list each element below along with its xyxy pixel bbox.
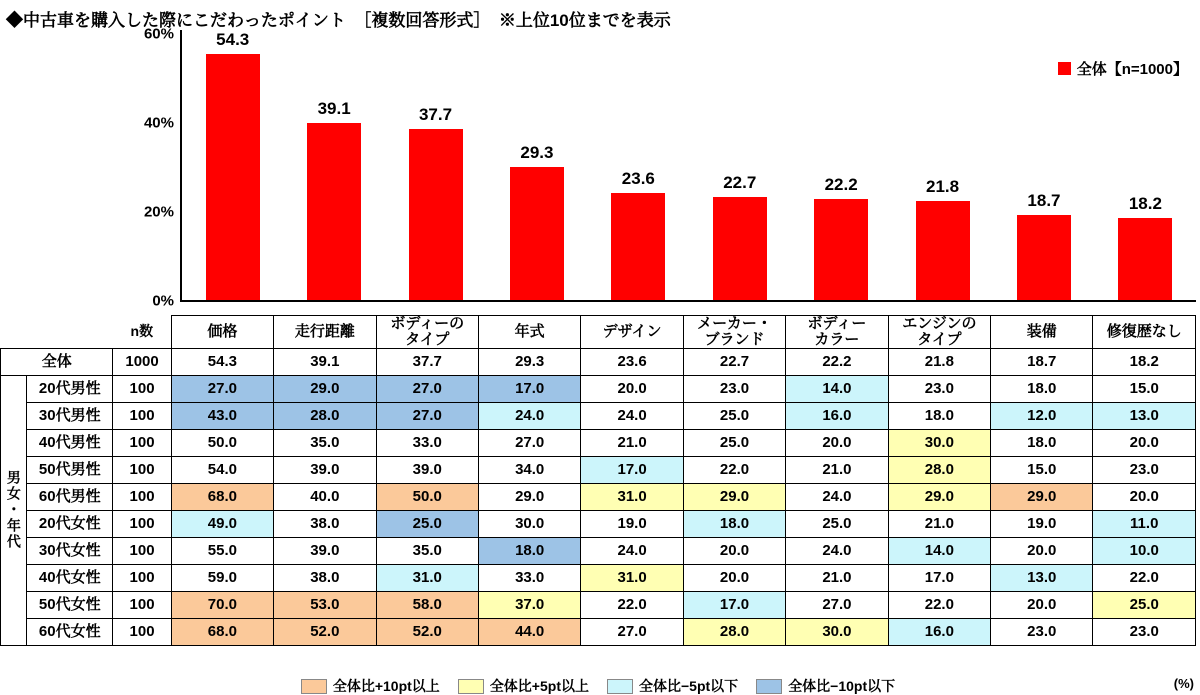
table-cell: 33.0 [478, 564, 580, 591]
table-cell: 29.0 [478, 483, 580, 510]
header-cell: 装備 [991, 316, 1093, 349]
table-cell: 22.7 [683, 348, 785, 375]
table-cell: 20.0 [683, 564, 785, 591]
table-cell: 31.0 [581, 483, 683, 510]
table-cell: 25.0 [683, 429, 785, 456]
table-cell: 20.0 [1093, 483, 1196, 510]
footer-legend-label: 全体比−5pt以下 [639, 678, 739, 694]
table-cell: 55.0 [171, 537, 273, 564]
table-cell: 28.0 [274, 402, 376, 429]
table-cell: 52.0 [376, 618, 478, 645]
page-title: ◆中古車を購入した際にこだわったポイント ［複数回答形式］ ※上位10位までを表示 [6, 11, 671, 30]
bar [1118, 218, 1172, 301]
header-n: n数 [113, 316, 171, 349]
table-cell: 58.0 [376, 591, 478, 618]
bar-column [385, 30, 486, 300]
table-cell: 25.0 [376, 510, 478, 537]
table-cell: 28.0 [888, 456, 990, 483]
y-tick-0: 0% [152, 292, 174, 310]
bar [1017, 215, 1071, 300]
table-cell: 29.0 [683, 483, 785, 510]
table-cell: 21.0 [786, 456, 888, 483]
table-cell: 37.0 [478, 591, 580, 618]
table-cell: 23.6 [581, 348, 683, 375]
bar-value-label: 29.3 [520, 143, 554, 163]
table-cell: 22.0 [581, 591, 683, 618]
table-cell: 18.0 [478, 537, 580, 564]
table-cell: 21.8 [888, 348, 990, 375]
table-cell: 40.0 [274, 483, 376, 510]
table-cell: 13.0 [991, 564, 1093, 591]
bar-chart [0, 25, 1200, 315]
bar-series [182, 30, 1196, 300]
table-cell: 27.0 [786, 591, 888, 618]
table-row [1, 375, 1196, 402]
table-row [1, 564, 1196, 591]
footer-legend-swatch-icon [756, 679, 782, 694]
table-cell: 50.0 [171, 429, 273, 456]
table-cell: 44.0 [478, 618, 580, 645]
table-row [1, 402, 1196, 429]
header-cell: エンジンの タイプ [888, 316, 990, 349]
table-cell: 39.0 [274, 537, 376, 564]
chart-legend [1058, 58, 1188, 79]
table-cell: 17.0 [581, 456, 683, 483]
table-row [1, 456, 1196, 483]
table-cell: 50.0 [376, 483, 478, 510]
legend-label: 全体【n=1000】 [1076, 61, 1188, 78]
bar [510, 167, 564, 300]
row-label: 40代男性 [27, 429, 113, 456]
footer-legend-item [607, 676, 738, 695]
table-cell: 31.0 [376, 564, 478, 591]
table-cell: 22.2 [786, 348, 888, 375]
bar [713, 197, 767, 300]
header-cell: 走行距離 [274, 316, 376, 349]
legend-swatch-icon [1058, 62, 1071, 75]
table-cell: 21.0 [581, 429, 683, 456]
row-n-value: 100 [113, 375, 171, 402]
bar [916, 201, 970, 300]
bar-value-label: 18.7 [1027, 191, 1061, 211]
footer-legend-swatch-icon [458, 679, 484, 694]
table-cell: 22.0 [1093, 564, 1196, 591]
table-cell: 12.0 [991, 402, 1093, 429]
table-cell: 59.0 [171, 564, 273, 591]
table-row [1, 537, 1196, 564]
row-n-value: 100 [113, 537, 171, 564]
table-cell: 18.0 [683, 510, 785, 537]
plot-area [180, 30, 1196, 302]
table-cell: 24.0 [786, 483, 888, 510]
table-cell: 19.0 [991, 510, 1093, 537]
table-cell: 49.0 [171, 510, 273, 537]
table-cell: 15.0 [1093, 375, 1196, 402]
table-cell: 30.0 [888, 429, 990, 456]
table-cell: 37.7 [376, 348, 478, 375]
table-cell: 15.0 [991, 456, 1093, 483]
table-row [1, 510, 1196, 537]
table-cell: 21.0 [888, 510, 990, 537]
table-cell: 38.0 [274, 564, 376, 591]
footer-legend [0, 676, 1196, 695]
bar-column [588, 30, 689, 300]
table-cell: 22.0 [683, 456, 785, 483]
header-spacer [1, 316, 113, 349]
table-cell: 23.0 [888, 375, 990, 402]
table-cell: 25.0 [786, 510, 888, 537]
bar [611, 193, 665, 300]
footer-legend-item [458, 676, 589, 695]
table-cell: 20.0 [991, 537, 1093, 564]
table-cell: 25.0 [683, 402, 785, 429]
row-label: 40代女性 [27, 564, 113, 591]
header-cell: 価格 [171, 316, 273, 349]
bar-value-label: 54.3 [216, 29, 250, 49]
table-cell: 23.0 [1093, 456, 1196, 483]
table-cell: 23.0 [991, 618, 1093, 645]
row-label: 50代男性 [27, 456, 113, 483]
table-cell: 33.0 [376, 429, 478, 456]
table-cell: 35.0 [274, 429, 376, 456]
table-cell: 27.0 [478, 429, 580, 456]
row-n-value: 100 [113, 429, 171, 456]
bar [409, 129, 463, 300]
table-cell: 28.0 [683, 618, 785, 645]
table-cell: 24.0 [786, 537, 888, 564]
table-cell: 52.0 [274, 618, 376, 645]
table-cell: 17.0 [478, 375, 580, 402]
table-cell: 24.0 [581, 402, 683, 429]
table-cell: 24.0 [581, 537, 683, 564]
row-n-value: 100 [113, 510, 171, 537]
table-cell: 54.3 [171, 348, 273, 375]
table-cell: 23.0 [683, 375, 785, 402]
table-header-row [1, 316, 1196, 349]
table-cell: 30.0 [786, 618, 888, 645]
bar-value-label: 22.7 [723, 173, 757, 193]
header-cell: メーカー・ ブランド [683, 316, 785, 349]
footer-legend-label: 全体比+10pt以上 [332, 678, 440, 694]
row-n-value: 100 [113, 402, 171, 429]
row-n-value: 1000 [113, 348, 171, 375]
table-cell: 53.0 [274, 591, 376, 618]
bar [814, 199, 868, 300]
footer-legend-swatch-icon [301, 679, 327, 694]
bar-column [689, 30, 790, 300]
unit-note: (%) [1173, 676, 1194, 691]
row-label: 30代女性 [27, 537, 113, 564]
header-cell: ボディーの タイプ [376, 316, 478, 349]
table-cell: 39.0 [274, 456, 376, 483]
bar-column [790, 30, 891, 300]
y-tick-60: 60% [143, 25, 174, 43]
row-n-value: 100 [113, 456, 171, 483]
table-row [1, 348, 1196, 375]
table-cell: 39.0 [376, 456, 478, 483]
bar-value-label: 37.7 [418, 105, 453, 125]
table-cell: 14.0 [888, 537, 990, 564]
table-cell: 27.0 [376, 402, 478, 429]
bar-value-label: 21.8 [926, 177, 960, 197]
bar [307, 123, 361, 300]
bar-column [892, 30, 993, 300]
table-cell: 29.3 [478, 348, 580, 375]
table-cell: 20.0 [991, 591, 1093, 618]
footer-legend-label: 全体比+5pt以上 [489, 678, 589, 694]
header-cell: 修復歴なし [1093, 316, 1196, 349]
table-cell: 68.0 [171, 618, 273, 645]
row-label-total: 全体 [1, 348, 113, 375]
table-cell: 17.0 [683, 591, 785, 618]
table-cell: 29.0 [274, 375, 376, 402]
table-cell: 18.7 [991, 348, 1093, 375]
footer-legend-item [756, 676, 895, 695]
data-table [0, 315, 1196, 646]
table-cell: 19.0 [581, 510, 683, 537]
table-cell: 29.0 [888, 483, 990, 510]
table-cell: 35.0 [376, 537, 478, 564]
table-cell: 20.0 [683, 537, 785, 564]
bar [206, 54, 260, 300]
header-cell: ボディー カラー [786, 316, 888, 349]
header-cell: デザイン [581, 316, 683, 349]
table-cell: 29.0 [991, 483, 1093, 510]
table-cell: 21.0 [786, 564, 888, 591]
y-tick-40: 40% [143, 114, 174, 132]
bar-value-label: 18.2 [1128, 193, 1162, 213]
row-n-value: 100 [113, 591, 171, 618]
table-cell: 27.0 [581, 618, 683, 645]
row-n-value: 100 [113, 483, 171, 510]
bar-column [486, 30, 587, 300]
table-cell: 11.0 [1093, 510, 1196, 537]
bar-column [283, 30, 384, 300]
table-cell: 30.0 [478, 510, 580, 537]
footer-legend-label: 全体比−10pt以下 [788, 678, 896, 694]
table-cell: 24.0 [478, 402, 580, 429]
y-axis [128, 25, 174, 310]
row-label: 60代男性 [27, 483, 113, 510]
table-cell: 20.0 [1093, 429, 1196, 456]
table-cell: 13.0 [1093, 402, 1196, 429]
bar-value-label: 39.1 [317, 98, 351, 118]
table-cell: 16.0 [786, 402, 888, 429]
y-tick-20: 20% [143, 203, 174, 221]
table-row [1, 429, 1196, 456]
table-cell: 18.0 [991, 375, 1093, 402]
footer-legend-item [301, 676, 440, 695]
table-cell: 18.2 [1093, 348, 1196, 375]
table-cell: 68.0 [171, 483, 273, 510]
table-cell: 43.0 [171, 402, 273, 429]
row-label: 30代男性 [27, 402, 113, 429]
table-cell: 22.0 [888, 591, 990, 618]
table-cell: 20.0 [786, 429, 888, 456]
bar-value-label: 23.6 [621, 169, 655, 189]
table-cell: 14.0 [786, 375, 888, 402]
table-cell: 25.0 [1093, 591, 1196, 618]
table-row [1, 618, 1196, 645]
table-cell: 27.0 [376, 375, 478, 402]
row-label: 20代女性 [27, 510, 113, 537]
table-cell: 39.1 [274, 348, 376, 375]
row-n-value: 100 [113, 564, 171, 591]
table-cell: 18.0 [888, 402, 990, 429]
bar-value-label: 22.2 [824, 175, 858, 195]
table-cell: 34.0 [478, 456, 580, 483]
row-label: 20代男性 [27, 375, 113, 402]
table-cell: 27.0 [171, 375, 273, 402]
row-n-value: 100 [113, 618, 171, 645]
table-cell: 70.0 [171, 591, 273, 618]
footer-legend-swatch-icon [607, 679, 633, 694]
data-table-wrap [0, 315, 1196, 646]
table-cell: 23.0 [1093, 618, 1196, 645]
bar-column [182, 30, 283, 300]
table-row [1, 591, 1196, 618]
table-cell: 20.0 [581, 375, 683, 402]
table-row [1, 483, 1196, 510]
table-cell: 31.0 [581, 564, 683, 591]
row-group-label: 男女・年代 [1, 375, 27, 645]
table-cell: 17.0 [888, 564, 990, 591]
table-cell: 18.0 [991, 429, 1093, 456]
table-cell: 10.0 [1093, 537, 1196, 564]
table-cell: 16.0 [888, 618, 990, 645]
table-cell: 54.0 [171, 456, 273, 483]
header-cell: 年式 [478, 316, 580, 349]
table-cell: 38.0 [274, 510, 376, 537]
row-label: 60代女性 [27, 618, 113, 645]
row-label: 50代女性 [27, 591, 113, 618]
